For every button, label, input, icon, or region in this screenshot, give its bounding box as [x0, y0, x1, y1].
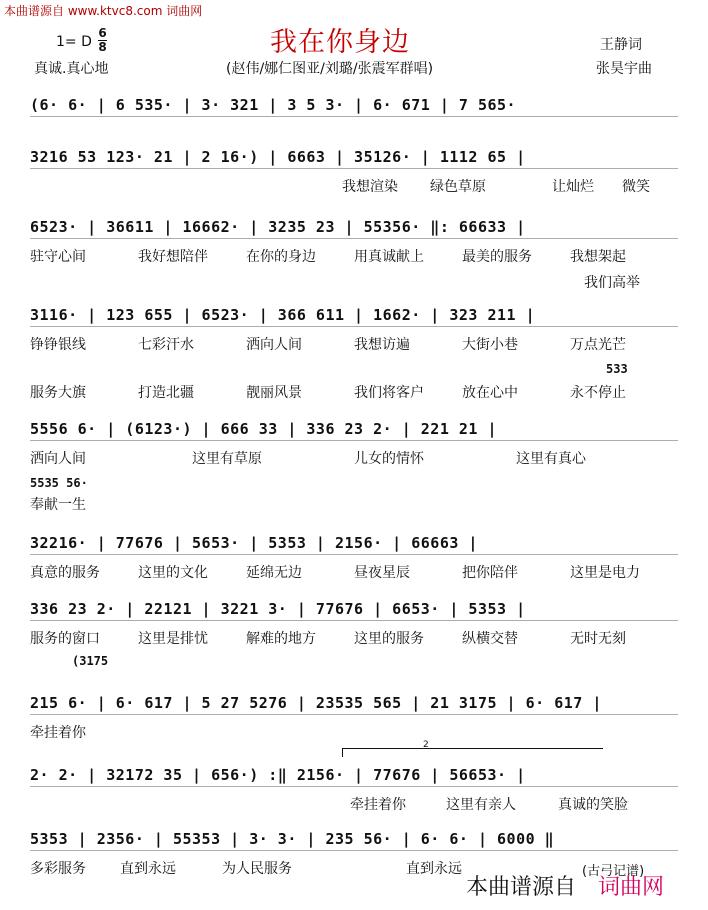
- beam-line: [30, 168, 678, 169]
- notation-row: 5556 6· | (6123·) | 666 33 | 336 23 2· | 221 21 |: [30, 420, 498, 438]
- lyric-text: 洒向人间: [246, 337, 302, 353]
- notation-row: 3116· | 123 655 | 6523· | 366 611 | 1662· | 323 211 |: [30, 306, 536, 324]
- lyric-text: 这里是排忧: [138, 631, 208, 647]
- key-signature: 1= D: [56, 34, 92, 50]
- lyric-text: 这里有草原: [192, 451, 262, 467]
- beam-line: [30, 554, 678, 555]
- notation-row: 2· 2· | 32172 35 | 656·) :‖ 2156· | 77676 | 56653· |: [30, 766, 526, 784]
- lyric-text: 让灿烂: [552, 179, 594, 195]
- lyric-text-second-verse: 我们将客户: [354, 385, 424, 401]
- beam-line: [30, 620, 678, 621]
- lyric-text: 这里是电力: [570, 565, 640, 581]
- lyric-text: 直到永远: [120, 861, 176, 877]
- lyric-text: 铮铮银线: [30, 337, 86, 353]
- notation-row: 3216 53 123· 21 | 2 16·) | 6663 | 35126· | 1112 65 |: [30, 148, 526, 166]
- lyric-text: 这里的文化: [138, 565, 208, 581]
- lyric-text: 七彩汗水: [138, 337, 194, 353]
- beam-line: [30, 440, 678, 441]
- composer: 张昊宇曲: [596, 61, 652, 77]
- ossia-notes: (3175: [72, 654, 109, 668]
- lyric-text: 无时无刻: [570, 631, 626, 647]
- volta-bracket: [342, 740, 603, 757]
- lyric-text: 直到永远: [406, 861, 462, 877]
- site-banner: 本曲谱源自 www.ktvc8.com 词曲网: [4, 4, 203, 18]
- lyric-text: 纵横交替: [462, 631, 518, 647]
- lyric-text: 昼夜星辰: [354, 565, 410, 581]
- beam-line: [30, 116, 678, 117]
- notation-row: 32216· | 77676 | 5653· | 5353 | 2156· | 66663 |: [30, 534, 478, 552]
- lyric-text: 牵挂着你: [350, 797, 406, 813]
- notation-row: 215 6· | 6· 617 | 5 27 5276 | 23535 565 | 21 3175 | 6· 617 |: [30, 694, 602, 712]
- lyric-text: 把你陪伴: [462, 565, 518, 581]
- meter-bottom: 8: [98, 40, 107, 54]
- beam-line: [30, 714, 678, 715]
- beam-line: [30, 326, 678, 327]
- lyric-text-second-verse: 我们高举: [584, 275, 640, 291]
- lyric-text: 最美的服务: [462, 249, 532, 265]
- lyric-text-second-verse: 服务大旗: [30, 385, 86, 401]
- logo-right: 词曲网: [598, 875, 665, 900]
- lyric-text: 我好想陪伴: [138, 249, 208, 265]
- lyric-text: 多彩服务: [30, 861, 86, 877]
- lyric-text: 服务的窗口: [30, 631, 100, 647]
- volta-number: 2: [423, 740, 429, 750]
- singers: (赵伟/娜仁图亚/刘璐/张震军群唱): [226, 61, 434, 77]
- lyric-text: 我想渲染: [342, 179, 398, 195]
- lyric-text: 在你的身边: [246, 249, 316, 265]
- lyric-text: 真诚的笑脸: [558, 797, 628, 813]
- ossia-notes: 5535 56·: [30, 476, 88, 490]
- lyric-text: 牵挂着你: [30, 725, 86, 741]
- lyric-text: 真意的服务: [30, 565, 100, 581]
- lyric-text: 儿女的情怀: [354, 451, 424, 467]
- mood-marking: 真诚.真心地: [34, 61, 109, 77]
- lyric-text: 大街小巷: [462, 337, 518, 353]
- lyric-text-second-verse: 永不停止: [570, 385, 626, 401]
- beam-line: [30, 238, 678, 239]
- notation-row: 5353 | 2356· | 55353 | 3· 3· | 235 56· | 6· 6· | 6000 ‖: [30, 830, 555, 848]
- meter-top: 6: [98, 26, 107, 40]
- lyric-text: 这里有亲人: [446, 797, 516, 813]
- lyric-text: 万点光芒: [570, 337, 626, 353]
- notation-row: (6· 6· | 6 535· | 3· 321 | 3 5 3· | 6· 671 | 7 565·: [30, 96, 517, 114]
- beam-line: [30, 850, 678, 851]
- lyric-text-second-verse: 打造北疆: [138, 385, 194, 401]
- lyric-text: 解难的地方: [246, 631, 316, 647]
- lyric-text: 这里有真心: [516, 451, 586, 467]
- lyric-text: 洒向人间: [30, 451, 86, 467]
- lyric-text-second-verse: 靓丽风景: [246, 385, 302, 401]
- lyric-text: 绿色草原: [430, 179, 486, 195]
- lyric-text: 这里的服务: [354, 631, 424, 647]
- beam-line: [30, 786, 678, 787]
- page-title: 我在你身边: [270, 27, 410, 58]
- notation-row: 336 23 2· | 22121 | 3221 3· | 77676 | 6653· | 5353 |: [30, 600, 526, 618]
- lyric-text: 延绵无边: [246, 565, 302, 581]
- logo-left: 本曲谱源自: [466, 875, 577, 900]
- lyric-text-second-verse: 放在心中: [462, 385, 518, 401]
- time-signature: [98, 28, 107, 53]
- lyric-text: 微笑: [622, 179, 650, 195]
- lyric-text: 用真诚献上: [354, 249, 424, 265]
- lyric-text: 驻守心间: [30, 249, 86, 265]
- lyric-text: 我想访遍: [354, 337, 410, 353]
- lyric-text: 为人民服务: [222, 861, 292, 877]
- notation-row: 6523· | 36611 | 16662· | 3235 23 | 55356· ‖: 66633 |: [30, 218, 526, 236]
- lyric-text-second-verse: 奉献一生: [30, 497, 86, 513]
- ossia-notes: 533: [606, 362, 628, 376]
- transcriber-credit: (古弓记谱): [582, 864, 645, 879]
- lyricist: 王静词: [600, 37, 642, 53]
- lyric-text: 我想架起: [570, 249, 626, 265]
